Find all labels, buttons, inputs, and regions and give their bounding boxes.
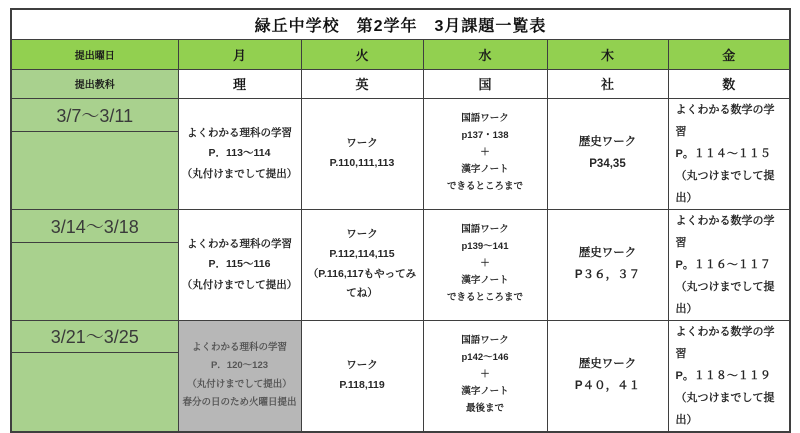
day-header-fri: 金 <box>668 39 790 69</box>
week1-thursday-assignment: 歴史ワーク P34,35 <box>547 98 668 209</box>
week2-date-range: 3/14〜3/18 <box>11 209 178 242</box>
submission-subject-label: 提出教科 <box>11 69 178 98</box>
week3-monday-assignment-holiday: よくわかる理科の学習 P．120〜123 （丸付けまでして提出） 春分の日のため火曜日提出 <box>178 320 301 432</box>
week3-date-range: 3/21〜3/25 <box>11 320 178 352</box>
submission-day-label: 提出曜日 <box>11 39 178 69</box>
week2-date-filler <box>11 242 178 320</box>
day-header-tue: 火 <box>301 39 423 69</box>
subject-header-english: 英 <box>301 69 423 98</box>
week1-tuesday-assignment: ワーク P.110,111,113 <box>301 98 423 209</box>
assignment-table <box>10 8 791 433</box>
subject-header-japanese: 国 <box>423 69 547 98</box>
day-header-mon: 月 <box>178 39 301 69</box>
week2-monday-assignment: よくわかる理科の学習 P．115〜116 （丸付けまでして提出） <box>178 209 301 320</box>
day-header-thu: 木 <box>547 39 668 69</box>
week3-friday-assignment: よくわかる数学の学習 P。１１８〜１１９ （丸つけまでして提出） <box>668 320 790 432</box>
week2-tuesday-assignment: ワーク P.112,114,115 （P.116,117もやってみ てね） <box>301 209 423 320</box>
week1-date-filler <box>11 131 178 209</box>
week2-wednesday-assignment: 国語ワーク p139〜141 ＋ 漢字ノート できるところまで <box>423 209 547 320</box>
week3-tuesday-assignment: ワーク P.118,119 <box>301 320 423 432</box>
page-title: 緑丘中学校 第2学年 3月課題一覧表 <box>11 9 790 39</box>
week3-date-filler <box>11 352 178 431</box>
subject-header-social: 社 <box>547 69 668 98</box>
day-header-wed: 水 <box>423 39 547 69</box>
week1-date-range: 3/7〜3/11 <box>11 98 178 131</box>
week1-monday-assignment: よくわかる理科の学習 P．113〜114 （丸付けまでして提出） <box>178 98 301 209</box>
subject-header-math: 数 <box>668 69 790 98</box>
week3-wednesday-assignment: 国語ワーク p142〜146 ＋ 漢字ノート 最後まで <box>423 320 547 432</box>
subject-header-science: 理 <box>178 69 301 98</box>
week1-wednesday-assignment: 国語ワーク p137・138 ＋ 漢字ノート できるところまで <box>423 98 547 209</box>
week2-thursday-assignment: 歴史ワーク P３６，３７ <box>547 209 668 320</box>
week1-friday-assignment: よくわかる数学の学習 P。１１４〜１１５ （丸つけまでして提出） <box>668 98 790 209</box>
week2-friday-assignment: よくわかる数学の学習 P。１１６〜１１７ （丸つけまでして提出） <box>668 209 790 320</box>
week3-thursday-assignment: 歴史ワーク P４０，４１ <box>547 320 668 432</box>
